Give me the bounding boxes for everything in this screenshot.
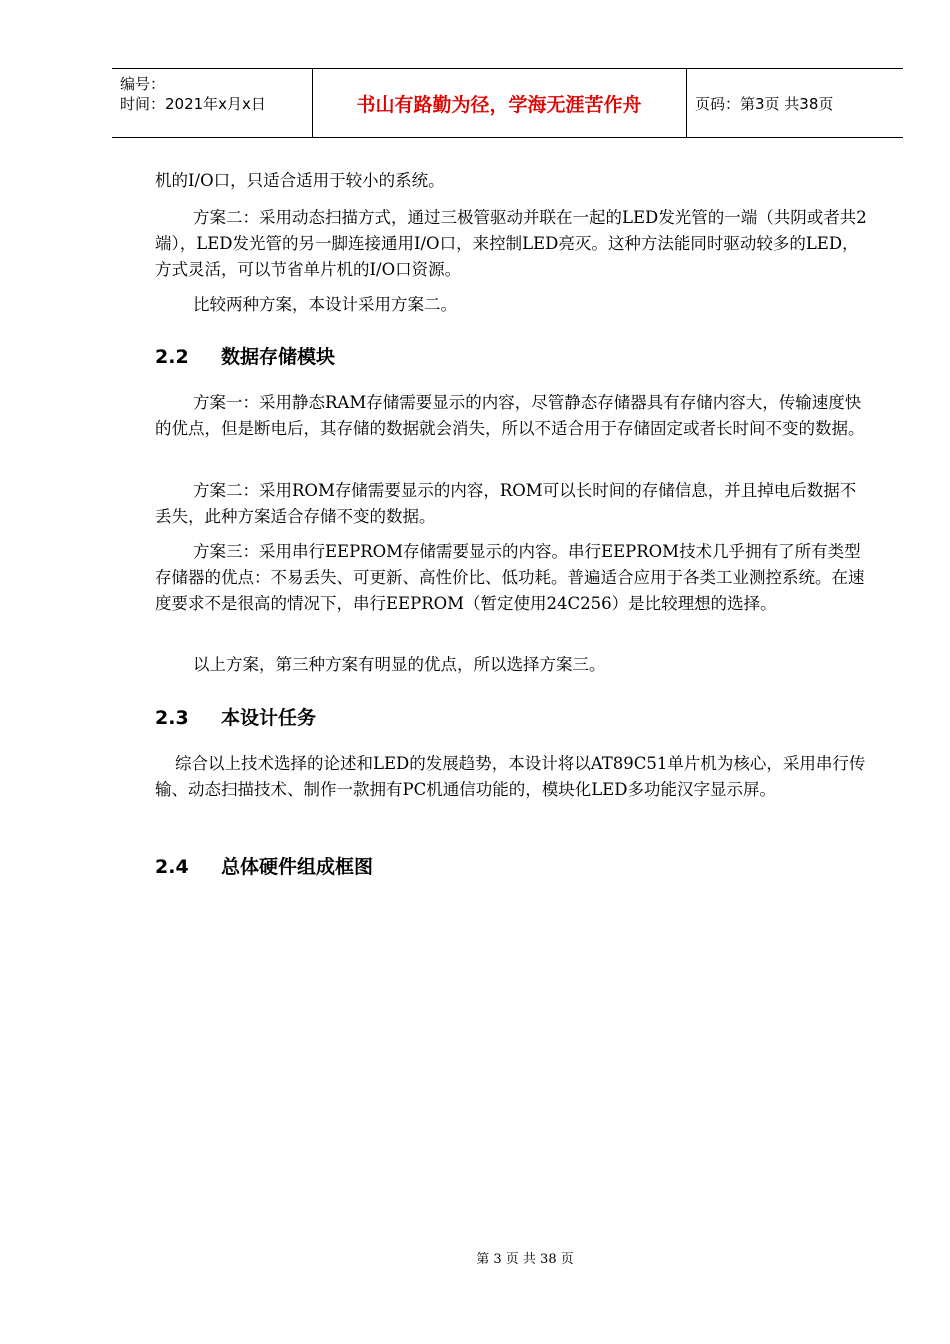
section-heading-2-4: [155, 852, 373, 879]
paragraph-5: 方案二：采用ROM存储需要显示的内容，ROM可以长时间的存储信息，并且掉电后数据不丢失，此种方案适合存储不变的数据。: [155, 481, 857, 526]
paragraph-6: 方案三：采用串行EEPROM存储需要显示的内容。串行EEPROM技术几乎拥有了所有类型存储器的优点：不易丢失、可更新、高性价比、低功耗。普遍适合应用于各类工业测控系统。在速度要求不是很高的情况下，串行EEPROM（暂定使用24C256）是比较理想的选择。: [155, 542, 865, 613]
time-label: 时间：2021年x月x日: [120, 95, 266, 113]
section-heading-2-3: [155, 703, 316, 730]
page-footer: 第 3 页 共 38 页: [476, 1252, 574, 1267]
paragraph-3: 比较两种方案，本设计采用方案二。: [193, 295, 457, 314]
section-title: 数据存储模块: [221, 346, 336, 368]
paragraph-4: 方案一：采用静态RAM存储需要显示的内容，尽管静态存储器具有存储内容大，传输速度快的优点，但是断电后，其存储的数据就会消失，所以不适合用于存储固定或者长时间不变的数据。: [155, 393, 865, 438]
paragraph-1: 机的I/O口，只适合适用于较小的系统。: [155, 171, 445, 190]
paragraph-7: 以上方案，第三种方案有明显的优点，所以选择方案三。: [193, 655, 606, 674]
section-title: 总体硬件组成框图: [221, 856, 374, 878]
motto-text: 书山有路勤为径，学海无涯苦作舟: [356, 93, 642, 116]
section-title: 本设计任务: [221, 707, 317, 729]
section-heading-2-2: [155, 342, 335, 369]
section-number: 2.3: [155, 707, 189, 729]
section-number: 2.4: [155, 856, 189, 878]
number-label: 编号：: [120, 75, 166, 93]
section-number: 2.2: [155, 346, 189, 368]
header-motto-cell: [312, 69, 687, 137]
header-page-cell: [687, 69, 903, 137]
header-left-cell: [112, 69, 313, 137]
page-header: [112, 68, 903, 138]
paragraph-2: 方案二：采用动态扫描方式，通过三极管驱动并联在一起的LED发光管的一端（共阴或者共2端），LED发光管的另一脚连接通用I/O口，来控制LED亮灭。这种方法能同时驱动较多的LED，方式灵活，可以节省单片机的I/O口资源。: [155, 208, 867, 279]
header-page-info: 页码：第3页 共38页: [695, 94, 834, 113]
paragraph-8: 综合以上技术选择的论述和LED的发展趋势，本设计将以AT89C51单片机为核心，采用串行传输、动态扫描技术、制作一款拥有PC机通信功能的，模块化LED多功能汉字显示屏。: [155, 754, 866, 799]
